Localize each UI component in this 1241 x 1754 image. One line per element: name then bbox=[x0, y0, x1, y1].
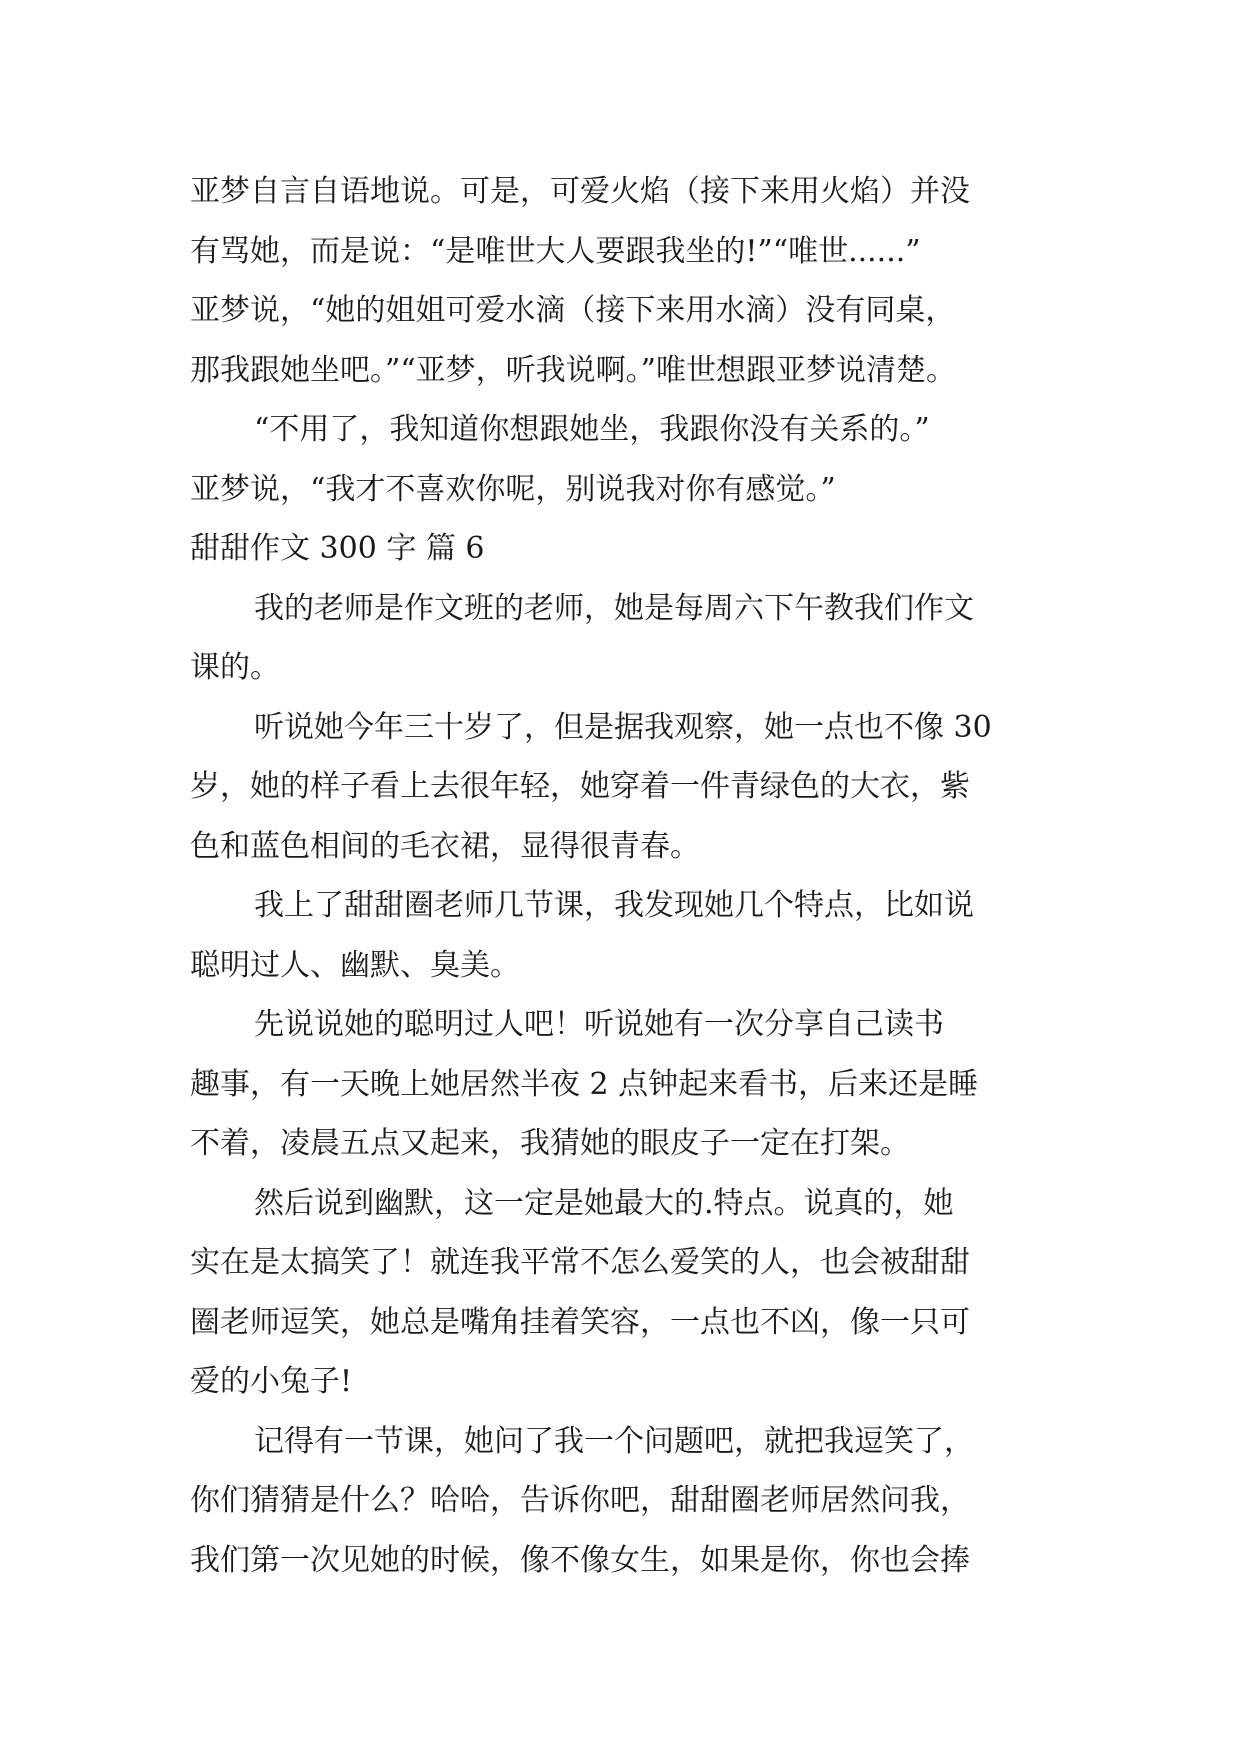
text-line: 先说说她的聪明过人吧！听说她有一次分享自己读书 bbox=[254, 1007, 944, 1042]
text-line: 我们第一次见她的时候，像不像女生，如果是你，你也会捧 bbox=[190, 1542, 970, 1578]
text-line: 那我跟她坐吧。”“亚梦，听我说啊。”唯世想跟亚梦说清楚。 bbox=[190, 352, 957, 388]
text-line: 然后说到幽默，这一定是她最大的.特点。说真的，她 bbox=[254, 1185, 954, 1221]
text-line: 岁，她的样子看上去很年轻，她穿着一件青绿色的大衣，紫 bbox=[190, 769, 970, 804]
text-line: 亚梦自言自语地说。可是，可爱火焰（接下来用火焰）并没 bbox=[190, 174, 970, 209]
text-line: 亚梦说，“她的姐姐可爱水滴（接下来用水滴）没有同桌， bbox=[190, 293, 956, 328]
text-line: 实在是太搞笑了！就连我平常不怎么爱笑的人，也会被甜甜 bbox=[190, 1245, 970, 1280]
text-line: 圈老师逗笑，她总是嘴角挂着笑容，一点也不凶，像一只可 bbox=[190, 1304, 970, 1340]
text-line: 我上了甜甜圈老师几节课，我发现她几个特点，比如说 bbox=[254, 888, 974, 923]
document-body bbox=[190, 162, 1070, 1590]
text-line: 听说她今年三十岁了，但是据我观察，她一点也不像 30 bbox=[254, 709, 992, 745]
text-line: 我的老师是作文班的老师，她是每周六下午教我们作文 bbox=[254, 590, 974, 626]
text-line: 不着，凌晨五点又起来，我猜她的眼皮子一定在打架。 bbox=[190, 1126, 910, 1161]
text-line: 课的。 bbox=[190, 650, 280, 685]
text-line: 你们猜猜是什么？哈哈，告诉你吧，甜甜圈老师居然问我， bbox=[190, 1483, 970, 1518]
text-line: “不用了，我知道你想跟她坐，我跟你没有关系的。” bbox=[254, 412, 930, 447]
text-line: 聪明过人、幽默、臭美。 bbox=[190, 947, 520, 983]
text-line: 爱的小兔子! bbox=[190, 1364, 353, 1399]
text-line: 亚梦说，“我才不喜欢你呢，别说我对你有感觉。” bbox=[190, 471, 836, 507]
text-line: 趣事，有一天晚上她居然半夜 2 点钟起来看书，后来还是睡 bbox=[190, 1066, 979, 1102]
text-line: 色和蓝色相间的毛衣裙，显得很青春。 bbox=[190, 828, 700, 864]
text-line: 有骂她，而是说：“是唯世大人要跟我坐的!”“唯世......” bbox=[190, 233, 921, 269]
text-line: 甜甜作文 300 字 篇 6 bbox=[190, 531, 485, 566]
text-line: 记得有一节课，她问了我一个问题吧，就把我逗笑了， bbox=[254, 1423, 974, 1459]
